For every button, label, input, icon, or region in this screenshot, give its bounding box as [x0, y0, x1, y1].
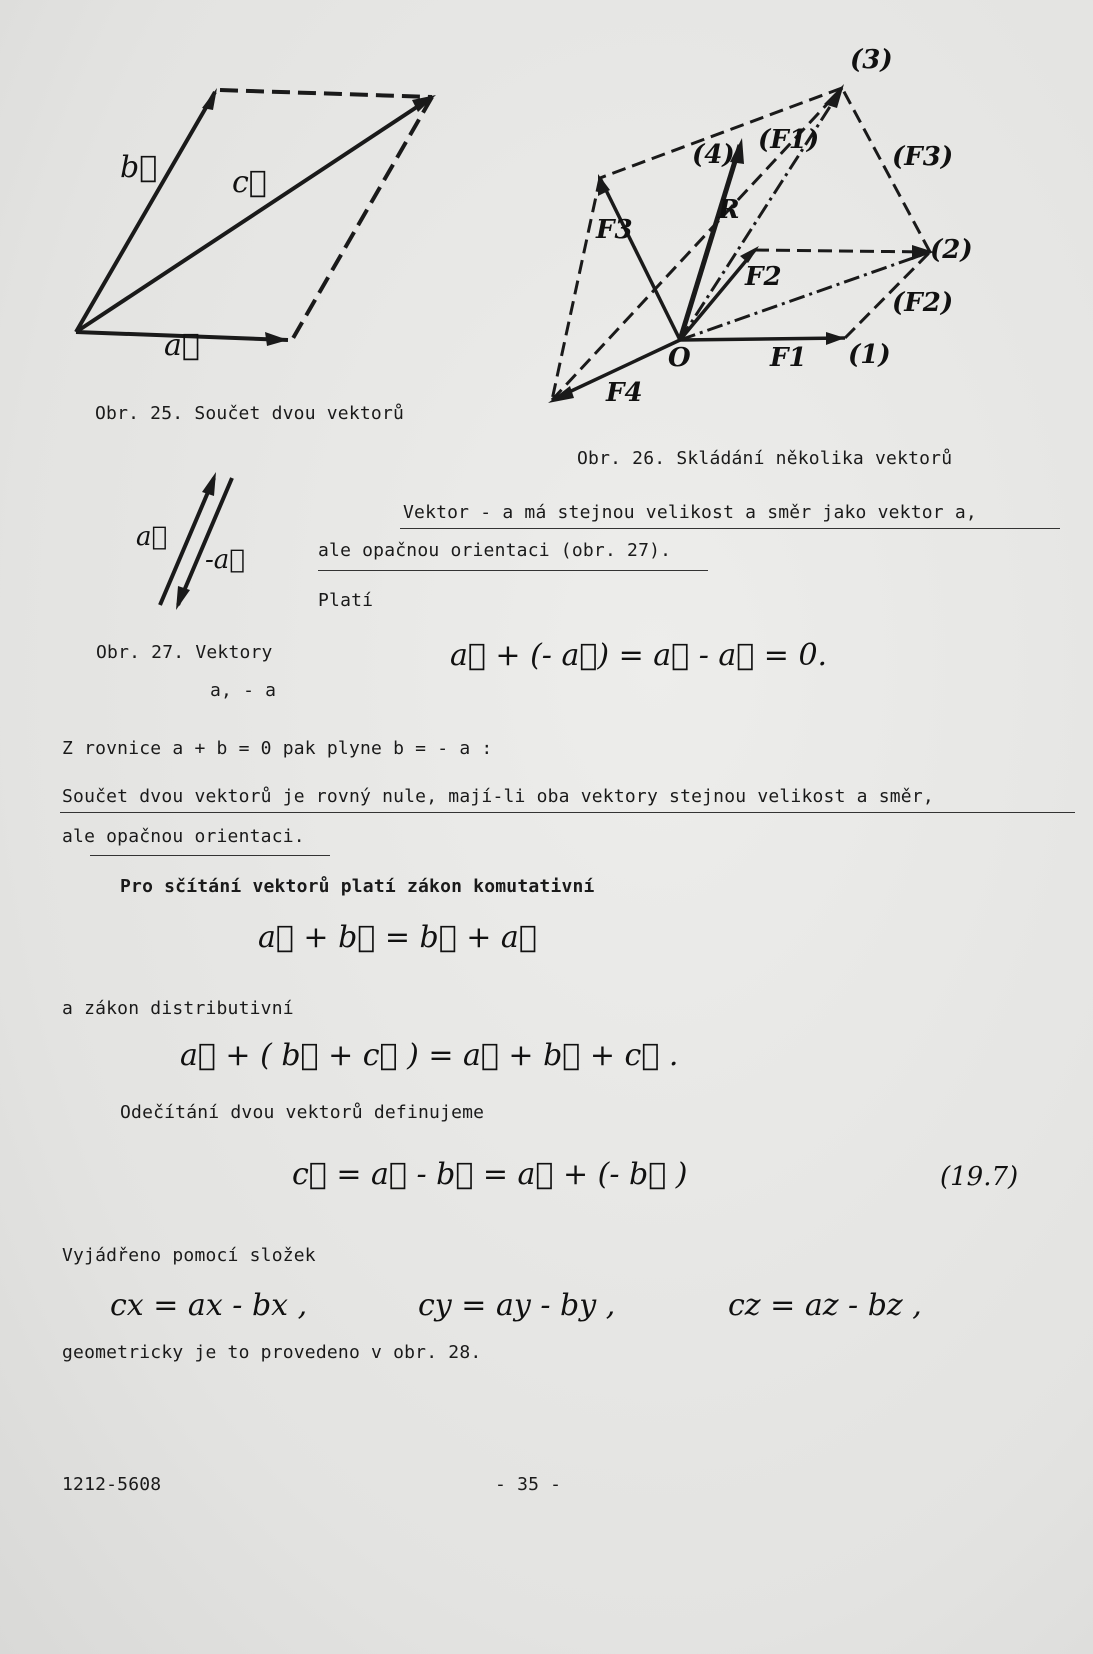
fig26-label-R: R	[718, 195, 740, 225]
fig27-caption-line1: Obr. 27. Vektory	[96, 642, 273, 663]
plati-label: Platí	[318, 590, 374, 611]
page-number: - 35 -	[495, 1474, 562, 1495]
fig25-label-b: b⃗	[120, 150, 158, 185]
paragraph-line2: ale opačnou orientaci (obr. 27).	[318, 540, 672, 561]
vector-F3-line	[600, 178, 680, 340]
geometricky-line: geometricky je to provedeno v obr. 28.	[62, 1342, 482, 1363]
vector-F1-line	[680, 338, 845, 340]
fig27-caption-line2: a, - a	[210, 680, 277, 701]
equation-cz: cz = az - bz ,	[728, 1288, 922, 1323]
fig26-label-F2: F2	[745, 262, 782, 292]
fig26-label-F4: F4	[606, 378, 643, 408]
paragraph-line1: Vektor - a má stejnou velikost a směr jako vektor a,	[403, 502, 977, 523]
slozky-intro: Vyjádřeno pomocí složek	[62, 1245, 316, 1266]
vector-b-line	[76, 92, 215, 332]
equation-odecitani: c⃗ = a⃗ - b⃗ = a⃗ + (- b⃗ )	[292, 1157, 688, 1192]
vector-c-line	[76, 97, 432, 332]
fig26-label-F3: F3	[596, 215, 633, 245]
equation-a-minus-a: a⃗ + (- a⃗) = a⃗ - a⃗ = 0.	[450, 638, 828, 673]
underline	[60, 812, 1075, 813]
equation-komutativni: a⃗ + b⃗ = b⃗ + a⃗	[258, 920, 537, 955]
fig26-label-F3p: (F3)	[892, 142, 954, 172]
equation-number: (19.7)	[940, 1162, 1019, 1192]
equation-cx: cx = ax - bx ,	[110, 1288, 308, 1323]
fig26-label-O: O	[668, 343, 691, 373]
fig25-label-c: c⃗	[232, 165, 267, 200]
komutativni-intro: Pro sčítání vektorů platí zákon komutativní	[120, 876, 595, 897]
equation-cy: cy = ay - by ,	[418, 1288, 616, 1323]
odecitani-intro: Odečítání dvou vektorů definujeme	[120, 1102, 485, 1123]
fig26-label-F1p: (F1)	[758, 125, 820, 155]
fig26-label-F1: F1	[770, 343, 807, 373]
fig25-diagram	[60, 70, 520, 370]
underline	[90, 855, 330, 856]
fig26-label-p3: (3)	[850, 45, 893, 75]
soucet-line1: Součet dvou vektorů je rovný nule, mají-li oba vektory stejnou velikost a směr,	[62, 786, 934, 807]
footer-code: 1212-5608	[62, 1474, 162, 1495]
fig26-label-F2p: (F2)	[892, 288, 954, 318]
fig26-caption: Obr. 26. Skládání několika vektorů	[577, 448, 953, 469]
distributivni-intro: a zákon distributivní	[62, 998, 294, 1019]
vector-R-line	[680, 145, 740, 340]
fig26-label-p2: (2)	[930, 235, 973, 265]
underline	[318, 570, 708, 571]
underline	[400, 528, 1060, 529]
fig25-caption: Obr. 25. Součet dvou vektorů	[95, 403, 405, 424]
fig25-label-a: a⃗	[164, 328, 200, 363]
fig26-label-p4: (4)	[692, 140, 735, 170]
rovnice-line: Z rovnice a + b = 0 pak plyne b = - a :	[62, 738, 493, 759]
equation-distributivni: a⃗ + ( b⃗ + c⃗ ) = a⃗ + b⃗ + c⃗ .	[180, 1038, 679, 1073]
fig26-diagram	[560, 70, 980, 430]
fig27-label-a: a⃗	[136, 522, 168, 552]
soucet-line2: ale opačnou orientaci.	[62, 826, 305, 847]
fig27-label-minus-a: -a⃗	[205, 545, 245, 575]
fig26-label-p1: (1)	[848, 340, 891, 370]
